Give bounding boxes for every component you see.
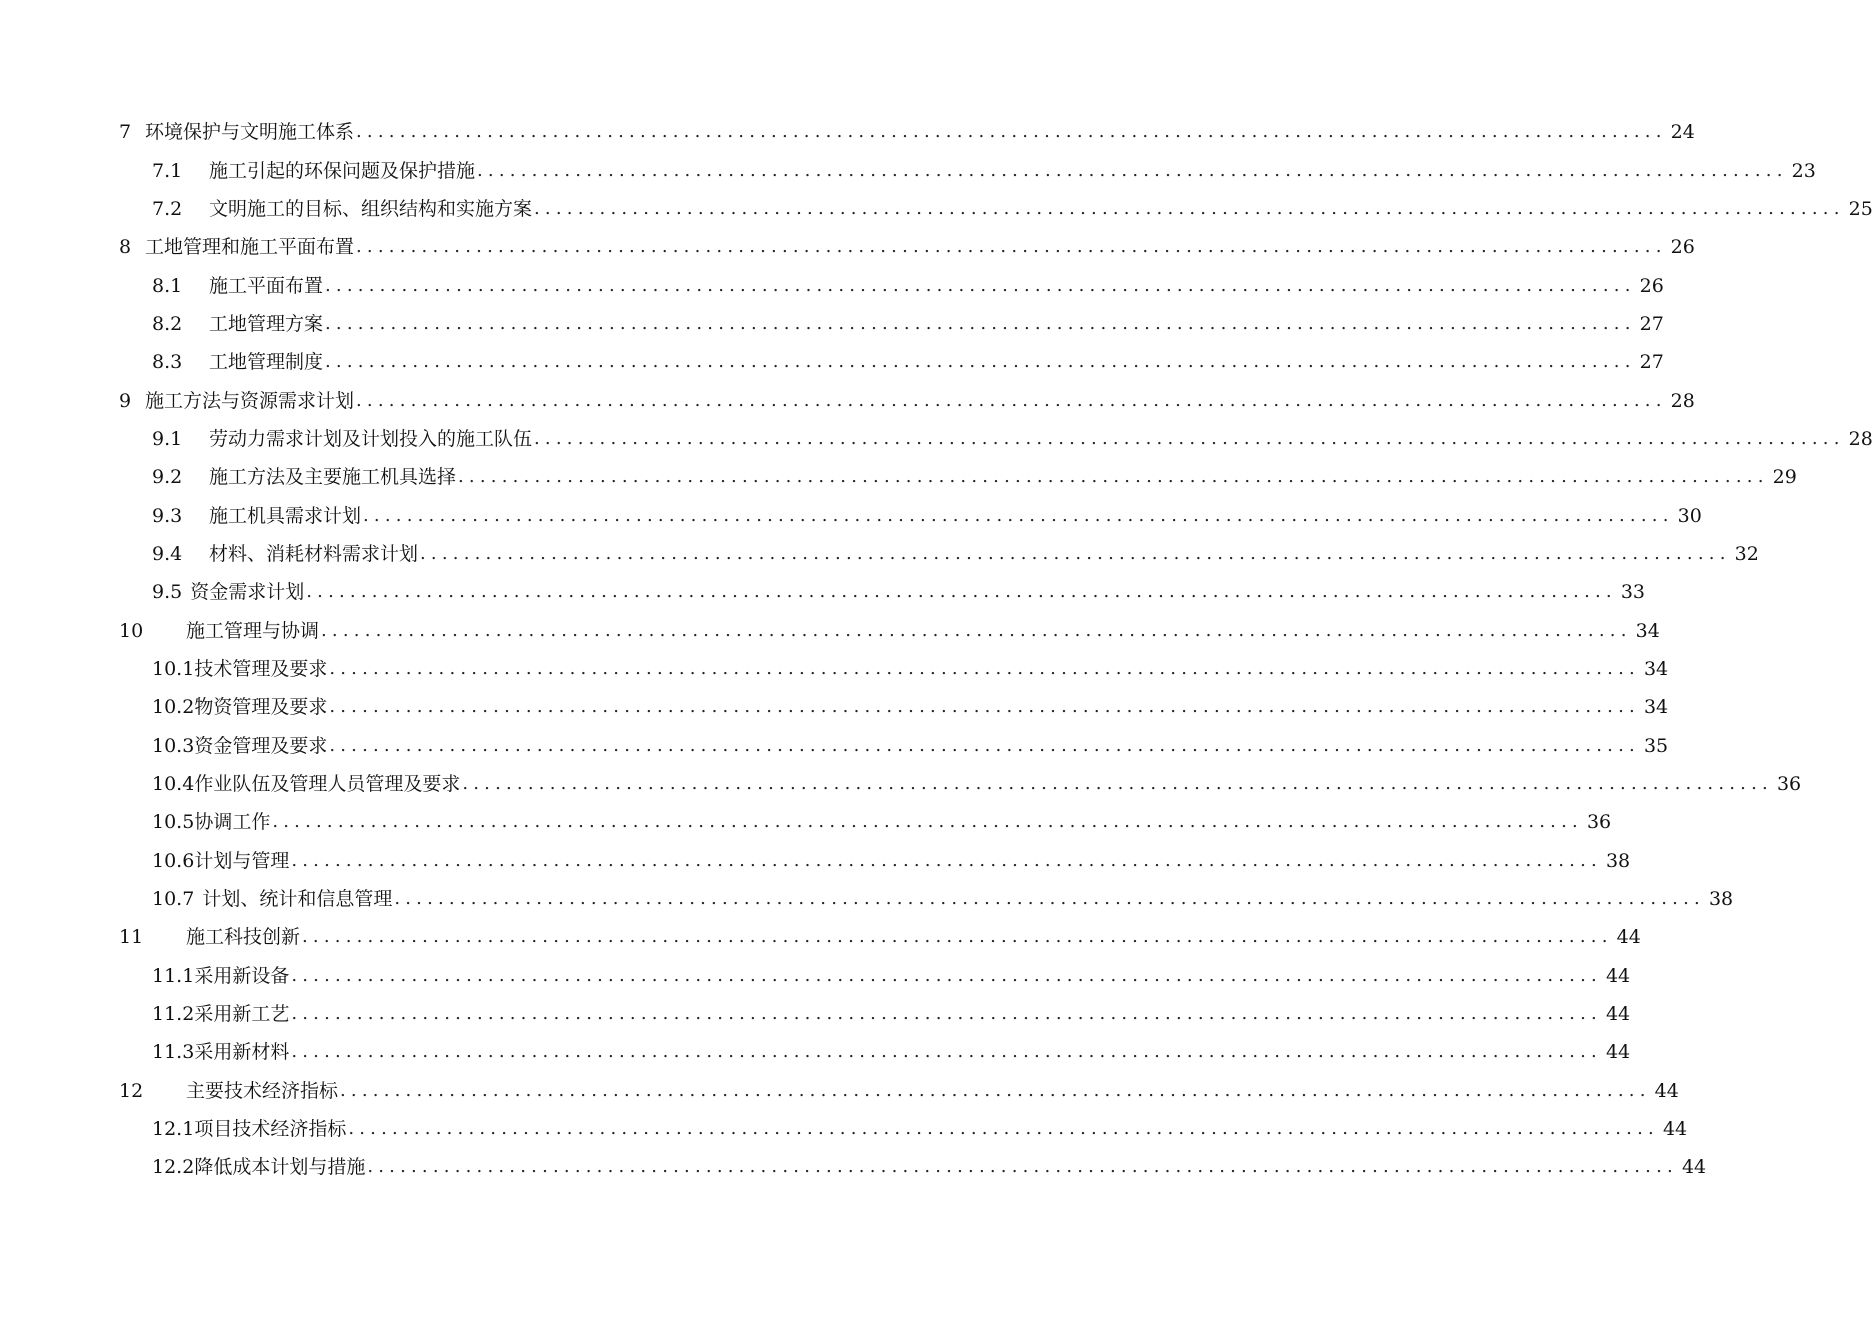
- toc-dot-leader: ........................................................................................................................: [363, 504, 1674, 526]
- toc-entry-page-number: 36: [1586, 811, 1612, 834]
- toc-entry-title: 采用新工艺: [194, 1003, 290, 1026]
- toc-entry-number: 9.4: [152, 542, 183, 565]
- toc-entry-title: 施工方法与资源需求计划: [145, 389, 355, 412]
- toc-dot-leader: ........................................................................................................................: [458, 466, 1769, 488]
- table-of-contents: [0, 113, 1873, 1187]
- toc-entry[interactable]: [0, 995, 1631, 1033]
- toc-entry[interactable]: [0, 765, 1802, 803]
- toc-entry[interactable]: [0, 420, 1873, 458]
- toc-entry[interactable]: [0, 535, 1759, 573]
- toc-dot-leader: ........................................................................................................................: [356, 389, 1667, 411]
- toc-entry-title: 降低成本计划与措施: [194, 1156, 366, 1179]
- toc-dot-leader: ........................................................................................................................: [340, 1079, 1651, 1101]
- toc-dot-leader: ........................................................................................................................: [367, 1156, 1678, 1178]
- toc-entry-number: 9.5: [152, 581, 183, 604]
- toc-dot-leader: ........................................................................................................................: [477, 159, 1788, 181]
- toc-entry-page-number: 25: [1848, 197, 1873, 220]
- toc-entry-page-number: 33: [1620, 581, 1646, 604]
- toc-dot-leader: ........................................................................................................................: [291, 1003, 1602, 1025]
- toc-entry-title: 施工机具需求计划: [209, 504, 362, 527]
- toc-entry-title: 施工平面布置: [209, 274, 324, 297]
- toc-entry-title: 采用新设备: [194, 964, 290, 987]
- toc-entry-title: 项目技术经济指标: [194, 1118, 347, 1141]
- toc-entry[interactable]: [0, 803, 1612, 841]
- toc-entry-title: 施工管理与协调: [186, 619, 320, 642]
- toc-entry-page-number: 30: [1677, 504, 1702, 527]
- toc-entry-title: 施工引起的环保问题及保护措施: [209, 159, 476, 182]
- toc-entry-title: 作业队伍及管理人员管理及要求: [194, 773, 461, 796]
- toc-entry-title: 环境保护与文明施工体系: [145, 121, 355, 144]
- toc-entry-number: 10.7: [152, 888, 195, 911]
- toc-entry[interactable]: [0, 688, 1669, 726]
- toc-entry-title: 施工科技创新: [186, 926, 301, 949]
- toc-entry-number: 7.2: [152, 197, 183, 220]
- toc-dot-leader: ........................................................................................................................: [356, 121, 1667, 143]
- toc-entry-number: 11.1: [152, 964, 195, 987]
- toc-entry-page-number: 34: [1635, 619, 1660, 642]
- toc-entry[interactable]: [0, 190, 1873, 228]
- toc-entry-page-number: 35: [1643, 734, 1669, 757]
- toc-dot-leader: ........................................................................................................................: [462, 773, 1773, 795]
- toc-entry[interactable]: [0, 880, 1734, 918]
- toc-entry[interactable]: [0, 496, 1702, 534]
- toc-entry-page-number: 44: [1662, 1118, 1688, 1141]
- toc-dot-leader: ........................................................................................................................: [394, 888, 1705, 910]
- toc-dot-leader: ........................................................................................................................: [325, 351, 1636, 373]
- toc-entry-page-number: 38: [1708, 888, 1734, 911]
- toc-dot-leader: ........................................................................................................................: [329, 696, 1640, 718]
- toc-entry-title: 工地管理制度: [209, 351, 324, 374]
- toc-entry[interactable]: [0, 1072, 1679, 1110]
- toc-entry-page-number: 34: [1643, 696, 1669, 719]
- toc-entry-title: 工地管理方案: [209, 312, 324, 335]
- toc-entry-page-number: 29: [1772, 466, 1797, 489]
- toc-entry-number: 8.2: [152, 312, 183, 335]
- toc-entry-number: 9: [119, 389, 132, 412]
- toc-entry-title: 协调工作: [194, 811, 271, 834]
- toc-entry-number: 9.1: [152, 427, 183, 450]
- toc-dot-leader: ........................................................................................................................: [325, 274, 1636, 296]
- toc-entry[interactable]: [0, 151, 1816, 189]
- toc-entry-page-number: 44: [1616, 926, 1641, 949]
- toc-dot-leader: ........................................................................................................................: [420, 542, 1731, 564]
- toc-dot-leader: ........................................................................................................................: [291, 1041, 1602, 1063]
- toc-entry-number: 10.2: [152, 696, 195, 719]
- toc-entry-page-number: 27: [1639, 312, 1664, 335]
- toc-entry-title: 劳动力需求计划及计划投入的施工队伍: [209, 427, 533, 450]
- toc-entry-title: 资金需求计划: [190, 581, 305, 604]
- toc-entry-number: 10: [119, 619, 144, 642]
- toc-entry-number: 8.1: [152, 274, 183, 297]
- toc-entry-page-number: 44: [1605, 1041, 1631, 1064]
- toc-entry-number: 7.1: [152, 159, 183, 182]
- toc-dot-leader: ........................................................................................................................: [534, 197, 1845, 219]
- toc-entry[interactable]: [0, 727, 1669, 765]
- toc-entry-page-number: 44: [1681, 1156, 1707, 1179]
- toc-entry-page-number: 34: [1643, 657, 1669, 680]
- toc-entry[interactable]: [0, 381, 1695, 419]
- toc-entry-page-number: 44: [1605, 964, 1631, 987]
- toc-entry-number: 10.1: [152, 657, 195, 680]
- toc-entry-title: 计划、统计和信息管理: [202, 888, 393, 911]
- toc-entry[interactable]: [0, 842, 1631, 880]
- toc-dot-leader: ........................................................................................................................: [302, 926, 1613, 948]
- toc-dot-leader: ........................................................................................................................: [534, 427, 1845, 449]
- toc-entry-page-number: 32: [1734, 542, 1759, 565]
- toc-entry[interactable]: [0, 957, 1631, 995]
- toc-entry-page-number: 38: [1605, 849, 1631, 872]
- toc-entry-page-number: 26: [1670, 236, 1695, 259]
- toc-entry-page-number: 44: [1654, 1079, 1679, 1102]
- toc-entry-page-number: 28: [1848, 427, 1873, 450]
- toc-entry[interactable]: [0, 650, 1669, 688]
- toc-entry-title: 主要技术经济指标: [186, 1079, 339, 1102]
- toc-entry-page-number: 24: [1670, 121, 1695, 144]
- toc-entry-number: 12.2: [152, 1156, 195, 1179]
- toc-entry-number: 10.6: [152, 849, 195, 872]
- toc-entry-number: 12: [119, 1079, 144, 1102]
- toc-entry-number: 9.2: [152, 466, 183, 489]
- toc-entry[interactable]: [0, 611, 1660, 649]
- toc-dot-leader: ........................................................................................................................: [291, 849, 1602, 871]
- toc-dot-leader: ........................................................................................................................: [325, 312, 1636, 334]
- toc-entry[interactable]: [0, 113, 1695, 151]
- toc-entry-title: 采用新材料: [194, 1041, 290, 1064]
- toc-entry[interactable]: [0, 1110, 1688, 1148]
- toc-entry-page-number: 28: [1670, 389, 1695, 412]
- toc-entry-title: 计划与管理: [194, 849, 290, 872]
- toc-entry-title: 技术管理及要求: [194, 657, 328, 680]
- toc-dot-leader: ........................................................................................................................: [356, 236, 1667, 258]
- toc-entry-title: 材料、消耗材料需求计划: [209, 542, 419, 565]
- toc-entry[interactable]: [0, 1148, 1707, 1186]
- toc-entry-page-number: 44: [1605, 1003, 1631, 1026]
- toc-entry[interactable]: [0, 1033, 1631, 1071]
- toc-dot-leader: ........................................................................................................................: [272, 811, 1583, 833]
- toc-entry[interactable]: [0, 228, 1695, 266]
- toc-entry-page-number: 27: [1639, 351, 1664, 374]
- toc-entry-number: 10.5: [152, 811, 195, 834]
- toc-entry-number: 7: [119, 121, 132, 144]
- toc-entry-number: 10.3: [152, 734, 195, 757]
- toc-dot-leader: ........................................................................................................................: [329, 657, 1640, 679]
- toc-dot-leader: ........................................................................................................................: [348, 1118, 1659, 1140]
- toc-dot-leader: ........................................................................................................................: [321, 619, 1632, 641]
- toc-entry-number: 8.3: [152, 351, 183, 374]
- toc-entry-title: 物资管理及要求: [194, 696, 328, 719]
- toc-dot-leader: ........................................................................................................................: [329, 734, 1640, 756]
- toc-entry-page-number: 23: [1791, 159, 1816, 182]
- toc-entry-number: 8: [119, 236, 132, 259]
- toc-entry[interactable]: [0, 305, 1664, 343]
- toc-entry-number: 9.3: [152, 504, 183, 527]
- toc-entry-number: 11.2: [152, 1003, 195, 1026]
- toc-entry-number: 10.4: [152, 773, 195, 796]
- toc-entry-page-number: 36: [1776, 773, 1802, 796]
- toc-entry-number: 11.3: [152, 1041, 195, 1064]
- toc-entry-title: 文明施工的目标、组织结构和实施方案: [209, 197, 533, 220]
- toc-entry[interactable]: [0, 918, 1641, 956]
- toc-entry-title: 工地管理和施工平面布置: [145, 236, 355, 259]
- toc-dot-leader: ........................................................................................................................: [306, 581, 1617, 603]
- toc-entry-number: 11: [119, 926, 144, 949]
- toc-entry-number: 12.1: [152, 1118, 195, 1141]
- toc-entry[interactable]: [0, 573, 1646, 611]
- toc-entry-title: 资金管理及要求: [194, 734, 328, 757]
- toc-dot-leader: ........................................................................................................................: [291, 964, 1602, 986]
- toc-entry-page-number: 26: [1639, 274, 1664, 297]
- toc-entry[interactable]: [0, 458, 1797, 496]
- toc-entry[interactable]: [0, 343, 1664, 381]
- toc-entry-title: 施工方法及主要施工机具选择: [209, 466, 457, 489]
- toc-entry[interactable]: [0, 266, 1664, 304]
